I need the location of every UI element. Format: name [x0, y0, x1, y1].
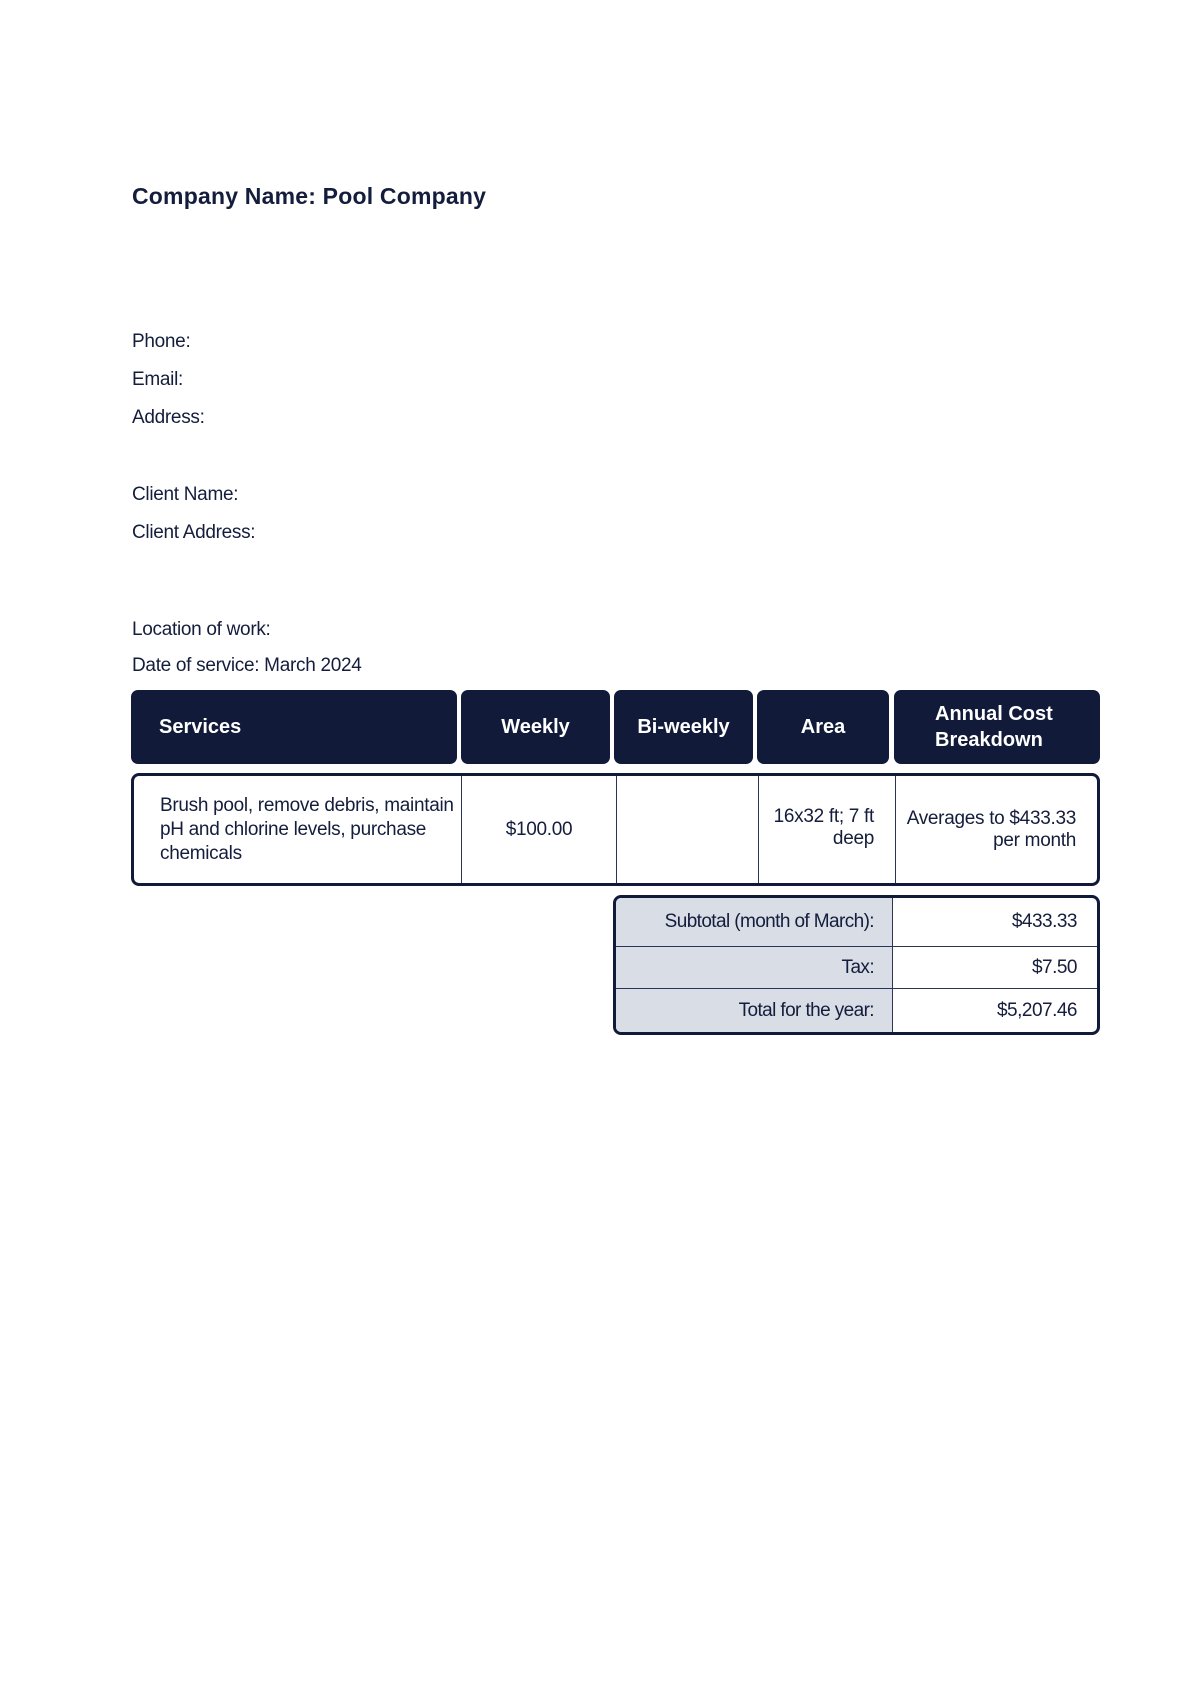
biweekly-price	[616, 776, 758, 883]
tax-label: Tax:	[616, 947, 893, 988]
subtotal-value: $433.33	[1011, 911, 1077, 932]
header-weekly: Weekly	[461, 690, 610, 764]
area-value: 16x32 ft; 7 ft deep	[758, 776, 895, 883]
tax-row	[616, 946, 1097, 988]
total-value: $5,207.46	[996, 999, 1077, 1021]
subtotal-label: Subtotal (month of March):	[616, 898, 893, 946]
location-of-work-label: Location of work:	[132, 619, 271, 640]
subtotal-row	[616, 898, 1097, 946]
total-label: Total for the year:	[616, 989, 893, 1032]
tax-value: $7.50	[1031, 956, 1077, 978]
header-area: Area	[757, 690, 889, 764]
weekly-price: $100.00	[461, 776, 616, 883]
address-label: Address:	[132, 407, 205, 428]
client-address-label: Client Address:	[132, 522, 256, 543]
date-of-service: Date of service: March 2024	[132, 655, 362, 676]
client-name-label: Client Name:	[132, 484, 239, 505]
service-description: Brush pool, remove debris, maintain pH and chlorine levels, purchase chemicals	[160, 794, 454, 864]
totals-table	[613, 895, 1100, 1035]
total-row	[616, 988, 1097, 1032]
header-services: Services	[131, 690, 457, 764]
header-biweekly: Bi-weekly	[614, 690, 753, 764]
annual-cost-value: Averages to $433.33 per month	[895, 776, 1097, 883]
company-name: Company Name: Pool Company	[132, 183, 487, 209]
email-label: Email:	[132, 369, 183, 390]
header-annual-cost-breakdown: Annual Cost Breakdown	[894, 690, 1100, 764]
phone-label: Phone:	[132, 331, 191, 352]
service-table	[131, 773, 1100, 886]
